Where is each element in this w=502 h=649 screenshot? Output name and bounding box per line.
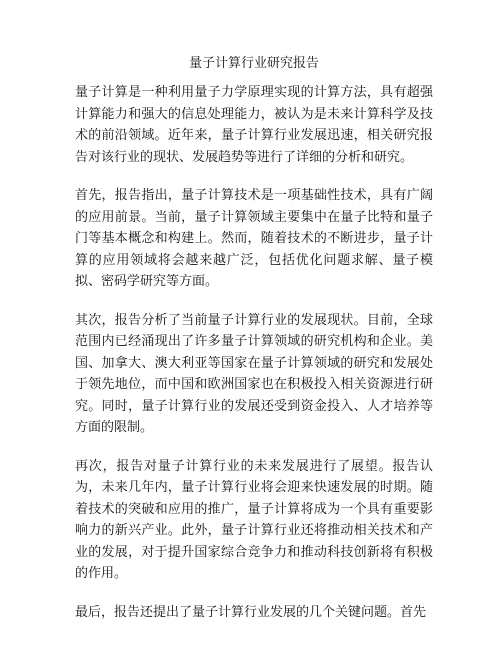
paragraph-last: 最后，报告还提出了量子计算行业发展的几个关键问题。首先 [75, 604, 427, 620]
paragraph-second: 其次，报告分析了当前量子计算行业的发展现状。目前，全球范围内已经涌现出了许多量子计算领域的研究机构和企业。美国、加拿大、澳大利亚等国家在量子计算领域的研究和发展处于领先地位，而中国和欧洲国家也在积极投入相关资源进行研究。同时，量子计算行业的发展还受到资金投入、人才培养等方面的限制。 [75, 312, 433, 435]
document-title: 量子计算行业研究报告 [188, 56, 319, 71]
paragraph-intro: 量子计算是一种利用量子力学原理实现的计算方法，具有超强计算能力和强大的信息处理能力，被认为是未来计算科学及技术的前沿领域。近年来，量子计算行业发展迅速，相关研究报告对该行业的现状、发展趋势等进行了详细的分析和研究。 [75, 85, 433, 165]
paragraph-third: 再次，报告对量子计算行业的未来发展进行了展望。报告认为，未来几年内，量子计算行业将会迎来快速发展的时期。随着技术的突破和应用的推广，量子计算将成为一个具有重要影响力的新兴产业。此外，量子计算行业还将推动相关技术和产业的发展，对于提升国家综合竞争力和推动科技创新将有积极的作用。 [75, 458, 433, 581]
paragraph-first: 首先，报告指出，量子计算技术是一项基础性技术，具有广阔的应用前景。当前，量子计算领域主要集中在量子比特和量子门等基本概念和构建上。然而，随着技术的不断进步，量子计算的应用领域将会越来越广泛，包括优化问题求解、量子模拟、密码学研究等方面。 [75, 188, 433, 289]
